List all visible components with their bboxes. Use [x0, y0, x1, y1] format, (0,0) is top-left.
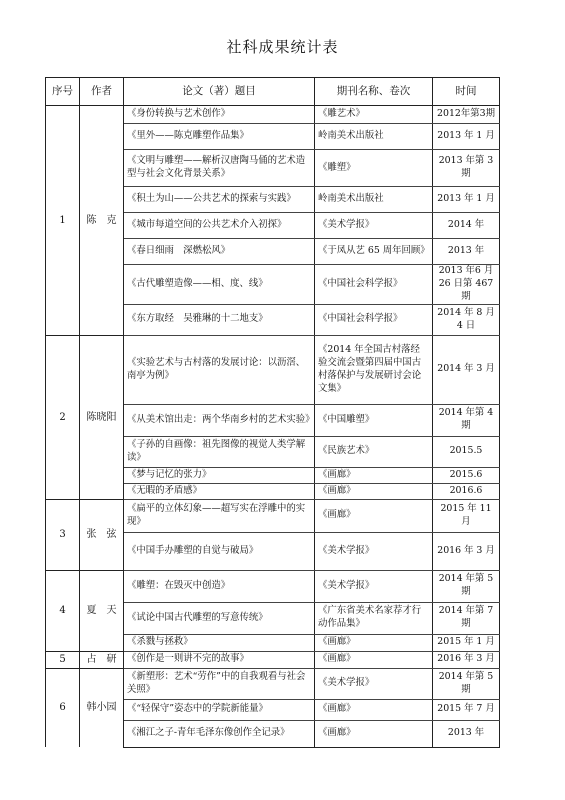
cell-title: 《雕塑：在毁灭中创造》 [124, 570, 315, 602]
achievements-table [45, 77, 500, 748]
cell-title: 《古代雕塑造像——相、度、线》 [124, 265, 315, 305]
cell-title: 《中国手办雕塑的自觉与破局》 [124, 532, 315, 570]
cell-no: 4 [46, 570, 80, 651]
cell-title: 《新塑形：艺术“劳作”中的自我观看与社会关照》 [124, 668, 315, 699]
cell-date: 2014 年第 5 期 [433, 570, 500, 602]
header-author: 作者 [80, 78, 124, 106]
cell-journal: 《中国社会科学报》 [315, 304, 433, 335]
cell-date: 2014 年 8 月 4 日 [433, 304, 500, 335]
cell-title: 《从美术馆出走：两个华南乡村的艺术实验》 [124, 404, 315, 436]
cell-no: 2 [46, 335, 80, 499]
cell-date: 2013 年 [433, 720, 500, 747]
cell-date: 2013 年 [433, 239, 500, 265]
cell-date: 2014 年 3 月 [433, 335, 500, 404]
cell-title: 《试论中国古代雕塑的写意传统》 [124, 602, 315, 634]
cell-title: 《里外——陈克雕塑作品集》 [124, 124, 315, 150]
table-row [46, 335, 500, 404]
cell-no: 5 [46, 651, 80, 668]
cell-journal: 《雕塑》 [315, 150, 433, 187]
cell-date: 2014 年第 7 期 [433, 602, 500, 634]
cell-date: 2014 年第 5 期 [433, 668, 500, 699]
cell-title: 《扁平的立体幻象——超写实在浮雕中的实现》 [124, 499, 315, 532]
cell-author: 夏 天 [80, 570, 124, 651]
cell-date: 2013 年 1 月 [433, 124, 500, 150]
header-date: 时间 [433, 78, 500, 106]
cell-journal: 《中国社会科学报》 [315, 265, 433, 305]
cell-journal: 《雕艺术》 [315, 106, 433, 124]
cell-journal: 《2014 年全国古村落经验交流会暨第四届中国古村落保护与发展研讨会论文集》 [315, 335, 433, 404]
cell-title: 《子孙的自画像：祖先图像的视觉人类学解读》 [124, 436, 315, 467]
cell-date: 2015 年 7 月 [433, 699, 500, 720]
cell-title: 《湘江之子-青年毛泽东像创作全记录》 [124, 720, 315, 747]
cell-title: 《创作是一则讲不完的故事》 [124, 651, 315, 668]
cell-title: 《东方取经 吴雅琳的十二地支》 [124, 304, 315, 335]
cell-author: 陈晓阳 [80, 335, 124, 499]
cell-journal: 《广东省美术名家荐才行动作品集》 [315, 602, 433, 634]
cell-date: 2016.6 [433, 483, 500, 499]
page-title: 社科成果统计表 [226, 38, 339, 56]
cell-date: 2016 年 3 月 [433, 532, 500, 570]
cell-journal: 《美术学报》 [315, 570, 433, 602]
cell-title: 《实验艺术与古村落的发展讨论：以沥滘、南亭为例》 [124, 335, 315, 404]
cell-author: 占 研 [80, 651, 124, 668]
cell-title: 《文明与雕塑——解析汉唐陶马俑的艺术造型与社会文化背景关系》 [124, 150, 315, 187]
cell-author: 陈 克 [80, 106, 124, 336]
cell-journal: 《于凤从艺 65 周年回顾》 [315, 239, 433, 265]
cell-title: 《梦与记忆的张力》 [124, 467, 315, 483]
header-no: 序号 [46, 78, 80, 106]
cell-no: 1 [46, 106, 80, 336]
cell-title: 《春日细雨 深燃松风》 [124, 239, 315, 265]
cell-journal: 《美术学报》 [315, 532, 433, 570]
cell-journal: 《画廊》 [315, 651, 433, 668]
cell-journal: 岭南美术出版社 [315, 187, 433, 213]
table-row [46, 499, 500, 532]
cell-title: 《积土为山——公共艺术的探索与实践》 [124, 187, 315, 213]
table-row [46, 651, 500, 668]
cell-journal: 《画廊》 [315, 720, 433, 747]
cell-journal: 《画廊》 [315, 499, 433, 532]
header-journal: 期刊名称、卷次 [315, 78, 433, 106]
cell-date: 2014 年第 4 期 [433, 404, 500, 436]
table-row [46, 106, 500, 124]
cell-date: 2014 年 [433, 213, 500, 239]
cell-date: 2013 年 1 月 [433, 187, 500, 213]
table-header-row [46, 78, 500, 106]
cell-title: 《身份转换与艺术创作》 [124, 106, 315, 124]
cell-no: 6 [46, 668, 80, 747]
cell-author: 张 弦 [80, 499, 124, 570]
cell-title: 《“轻保守”姿态中的学院新能量》 [124, 699, 315, 720]
cell-journal: 《美术学报》 [315, 213, 433, 239]
cell-journal: 岭南美术出版社 [315, 124, 433, 150]
cell-title: 《杀戮与拯救》 [124, 634, 315, 651]
cell-journal: 《中国雕塑》 [315, 404, 433, 436]
cell-title: 《无暇的矛盾感》 [124, 483, 315, 499]
cell-date: 2013 年6 月26 日第 467 期 [433, 265, 500, 305]
cell-date: 2015.5 [433, 436, 500, 467]
cell-no: 3 [46, 499, 80, 570]
table-body [46, 106, 500, 748]
cell-journal: 《画廊》 [315, 483, 433, 499]
table-row [46, 668, 500, 699]
cell-date: 2012年第3期 [433, 106, 500, 124]
cell-date: 2013 年第 3 期 [433, 150, 500, 187]
cell-date: 2015.6 [433, 467, 500, 483]
cell-date: 2015 年 11 月 [433, 499, 500, 532]
header-title: 论文（著）题目 [124, 78, 315, 106]
cell-author: 韩小园 [80, 668, 124, 747]
cell-title: 《城市每道空间的公共艺术介入初探》 [124, 213, 315, 239]
cell-journal: 《画廊》 [315, 699, 433, 720]
cell-date: 2015 年 1 月 [433, 634, 500, 651]
table-row [46, 570, 500, 602]
cell-date: 2016 年 3 月 [433, 651, 500, 668]
cell-journal: 《画廊》 [315, 467, 433, 483]
cell-journal: 《美术学报》 [315, 668, 433, 699]
cell-journal: 《画廊》 [315, 634, 433, 651]
cell-journal: 《民族艺术》 [315, 436, 433, 467]
